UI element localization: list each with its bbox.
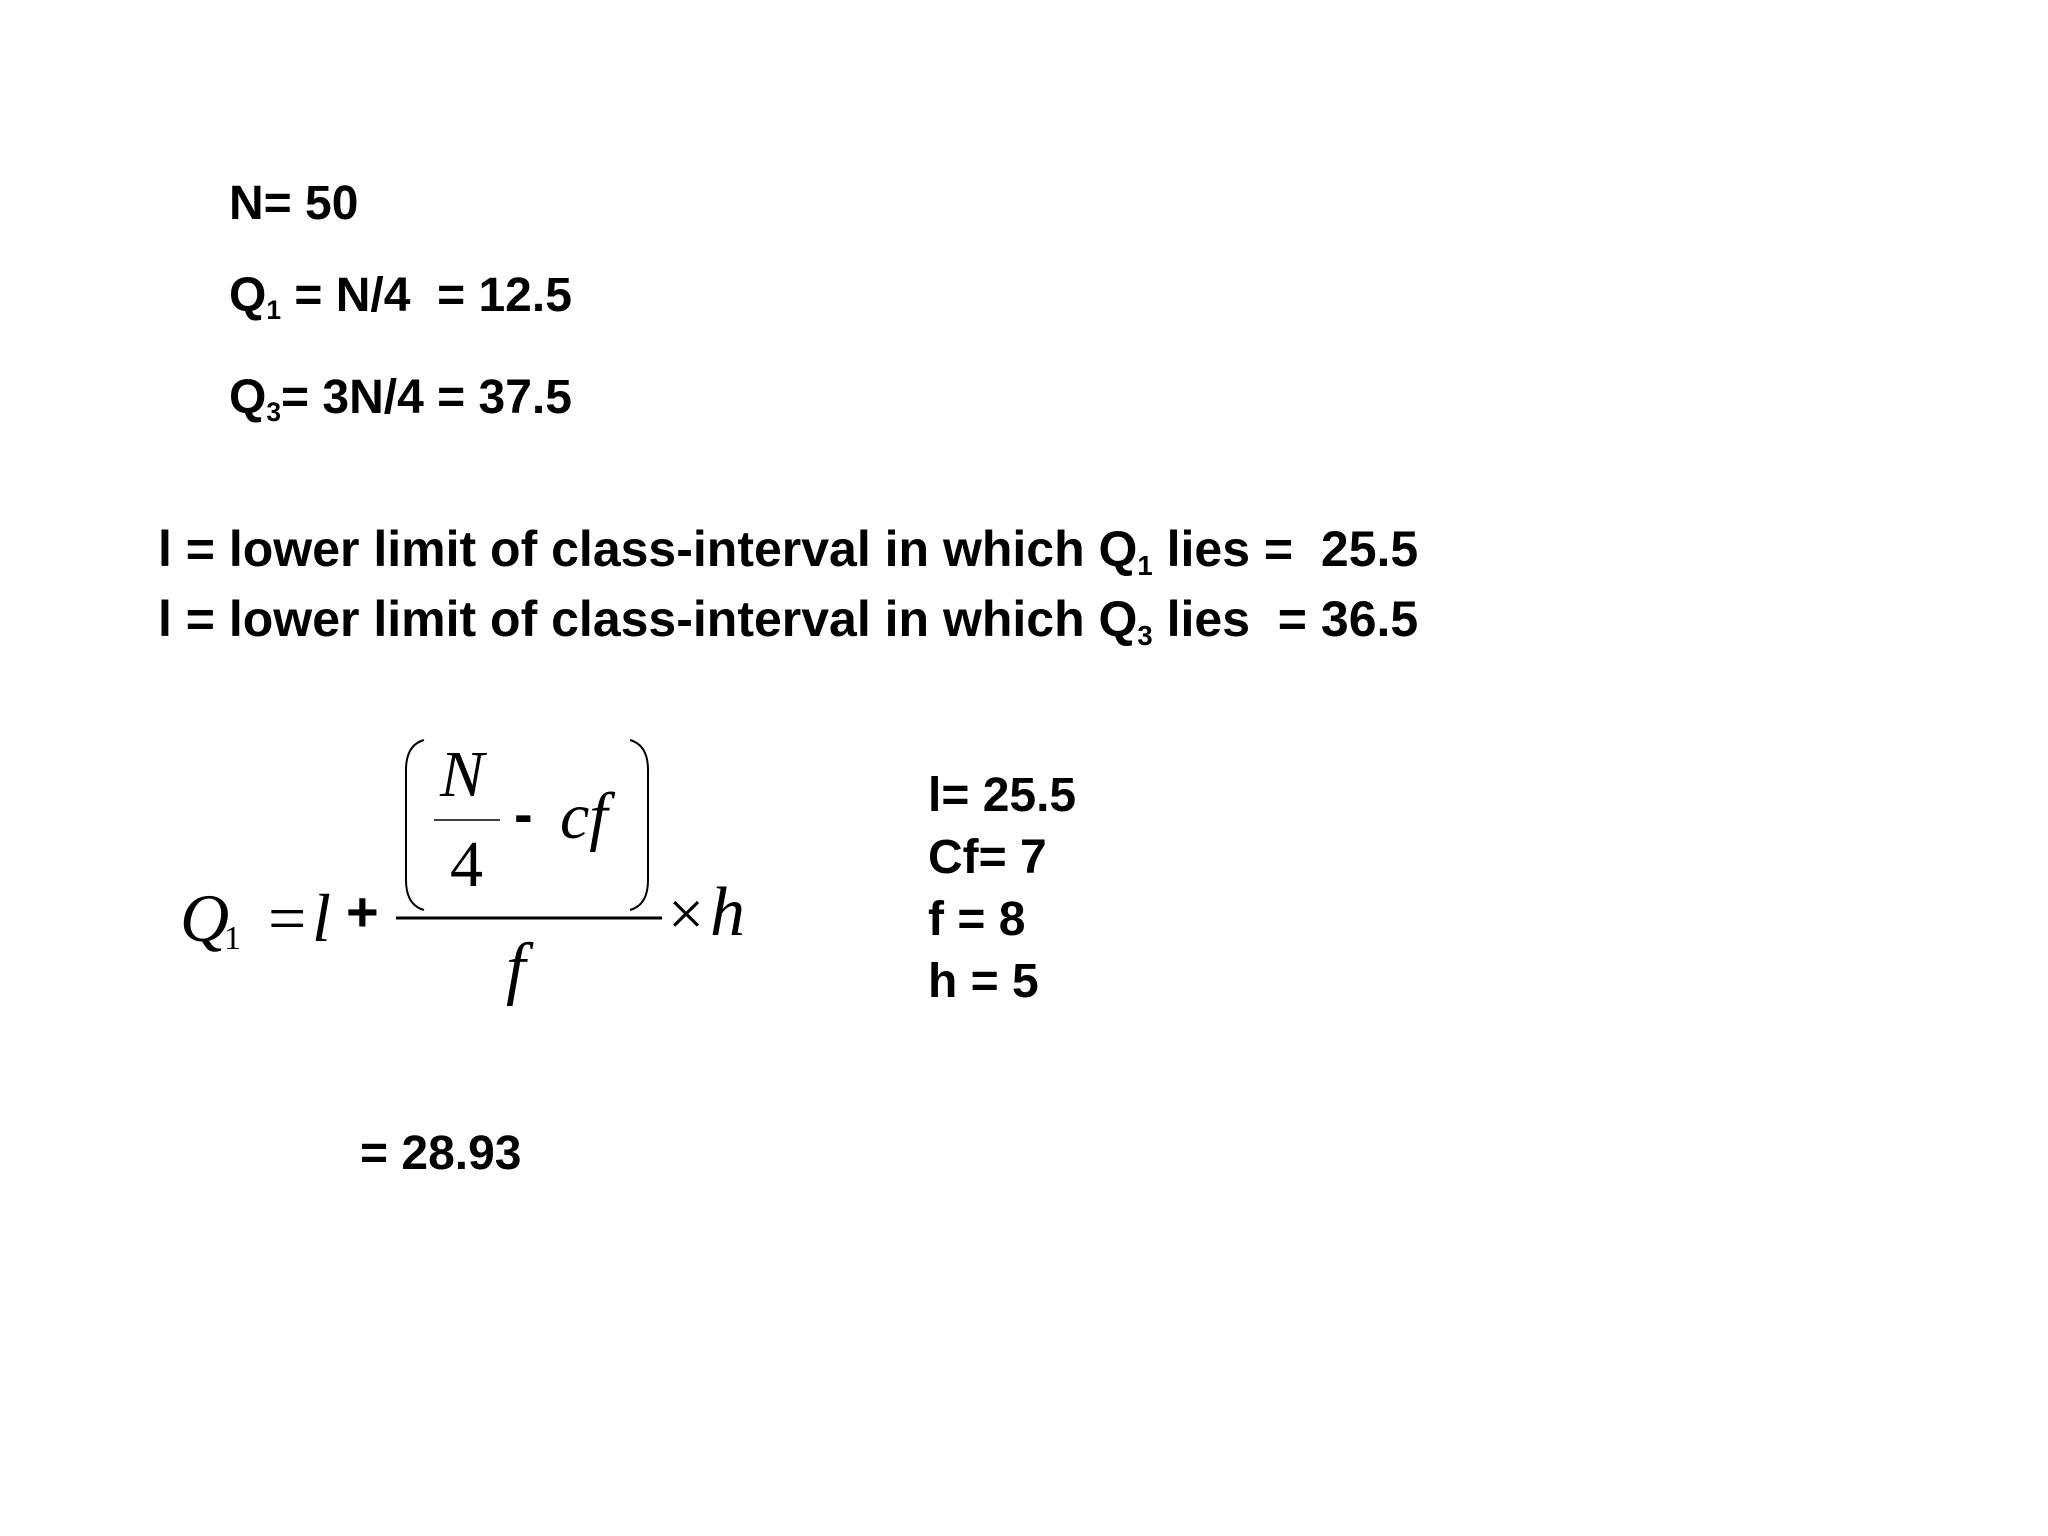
formula-l: l	[312, 880, 331, 956]
q1-label: Q	[229, 269, 267, 322]
q3-label: Q	[229, 371, 267, 424]
formula-cf: cf	[560, 780, 608, 853]
q1-subscript: 1	[266, 295, 282, 326]
formula-inner-numerator: N	[440, 738, 485, 811]
lower-limit-q3-text: l = lower limit of class-interval in which Q	[158, 591, 1138, 647]
formula-denominator: f	[506, 930, 526, 1007]
q1-expression: = N/4 = 12.5	[281, 269, 572, 322]
lower-limit-q3-value: lies = 36.5	[1152, 591, 1419, 647]
formula-equals: =	[268, 880, 307, 956]
right-parenthesis	[630, 740, 648, 910]
lower-limit-q1-subscript: 1	[1137, 549, 1153, 581]
formula-inner-denominator: 4	[450, 828, 483, 901]
value-l: l= 25.5	[928, 769, 1077, 822]
result: = 28.93	[360, 1127, 522, 1180]
lower-limit-q3-subscript: 3	[1137, 619, 1153, 651]
formula-lhs-subscript: 1	[224, 920, 241, 957]
formula-plus: +	[346, 880, 379, 943]
value-cf: Cf= 7	[928, 831, 1047, 884]
formula-h: h	[710, 874, 745, 951]
lower-limit-q1-text: l = lower limit of class-interval in which Q	[158, 521, 1138, 577]
q3-subscript: 3	[266, 397, 282, 428]
formula-times: ×	[668, 878, 705, 949]
q3-expression: = 3N/4 = 37.5	[281, 371, 572, 424]
n-line: N= 50	[229, 177, 359, 230]
formula-minus: -	[514, 782, 533, 845]
value-f: f = 8	[928, 893, 1026, 946]
lower-limit-q1-value: lies = 25.5	[1152, 521, 1419, 577]
formula-lhs-q: Q	[180, 880, 230, 956]
value-h: h = 5	[928, 955, 1039, 1008]
left-parenthesis	[406, 740, 424, 910]
